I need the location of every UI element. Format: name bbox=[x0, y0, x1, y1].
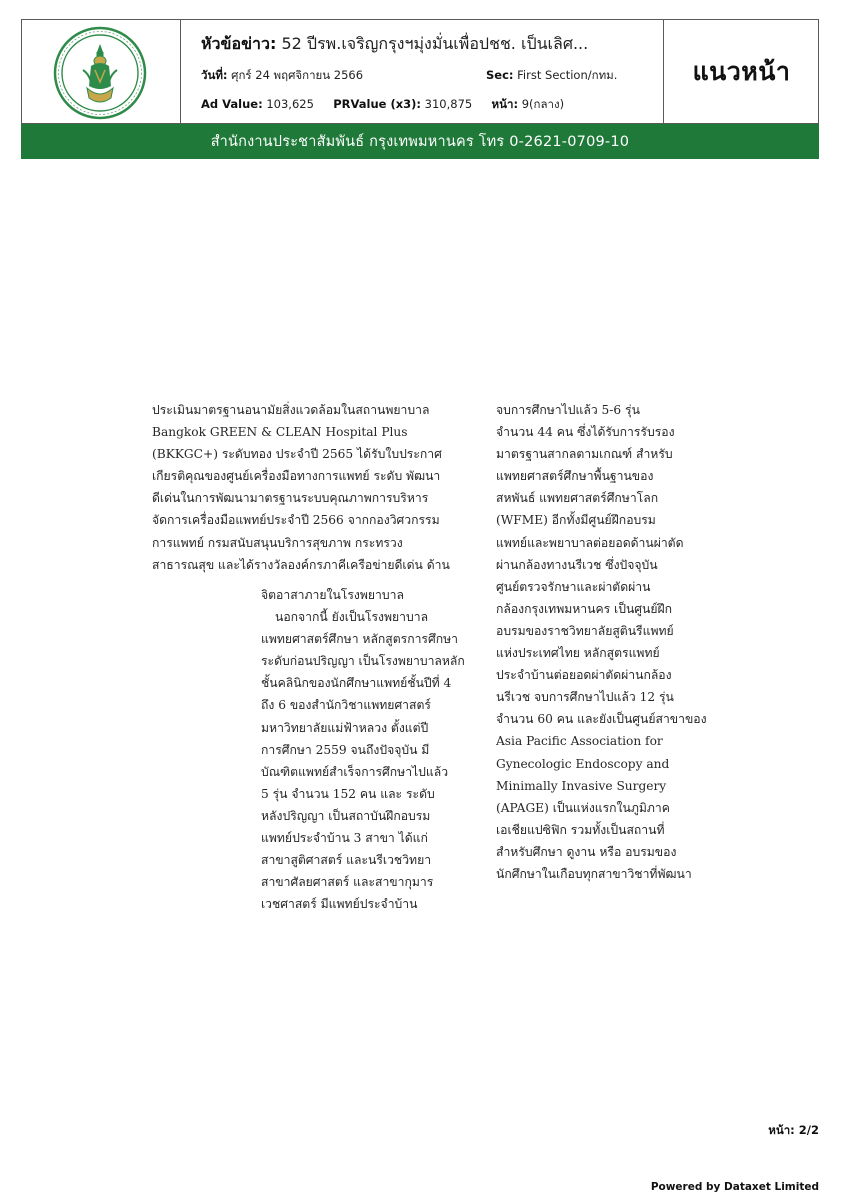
article-line: ประเมินมาตรฐานอนามัยสิ่งแวดล้อมในสถานพยาบาล bbox=[152, 403, 430, 417]
article-line: ดีเด่นในการพัฒนามาตรฐานระบบคุณภาพการบริหาร bbox=[152, 491, 429, 506]
page-label: หน้า: bbox=[491, 97, 519, 111]
article-line: (WFME) อีกทั้งมีศูนย์ฝึกอบรม bbox=[496, 513, 656, 528]
article-line: ชั้นคลินิกของนักศึกษาแพทย์ชั้นปีที่ 4 bbox=[261, 676, 452, 691]
agency-contact: สำนักงานประชาสัมพันธ์ กรุงเทพมหานคร โทร 0-2621-0709-10 bbox=[210, 134, 630, 150]
article-line: นักศึกษาในเกือบทุกสาขาวิชาที่พัฒนา bbox=[496, 866, 692, 881]
article-line: สาขาสูติศาสตร์ และนรีเวชวิทยา bbox=[261, 853, 432, 868]
clipping-info bbox=[181, 20, 663, 123]
article-line: แพทย์และพยาบาลต่อยอดด้านผ่าตัด bbox=[496, 535, 684, 550]
clipping-header bbox=[21, 19, 819, 124]
ad-value-label: Ad Value: bbox=[201, 97, 263, 111]
article-line: มหาวิทยาลัยแม่ฟ้าหลวง ตั้งแต่ปี bbox=[261, 720, 429, 735]
article-line: (BKKGC+) ระดับทอง ประจำปี 2565 ได้รับใบประกาศ bbox=[152, 447, 442, 462]
article-line: การศึกษา 2559 จนถึงปัจจุบัน มี bbox=[261, 742, 430, 757]
article-line: สาขาศัลยศาสตร์ และสาขากุมาร bbox=[261, 875, 434, 890]
article-line: 5 รุ่น จำนวน 152 คน และ ระดับ bbox=[261, 786, 435, 801]
article-line: สาธารณสุข และได้รางวัลองค์กรภาคีเครือข่ายดีเด่น ด้าน bbox=[152, 557, 450, 572]
article-line: สหพันธ์ แพทยศาสตร์ศึกษาโลก bbox=[496, 491, 659, 506]
article-line: เกียรติคุณของศูนย์เครื่องมือทางการแพทย์ ระดับ พัฒนา bbox=[152, 469, 441, 484]
section-row bbox=[486, 67, 617, 85]
article-line: หลังปริญญา เป็นสถาบันฝึกอบรม bbox=[261, 808, 431, 823]
bangkok-metropolitan-seal-icon bbox=[53, 26, 147, 120]
article-line: Asia Pacific Association for bbox=[496, 734, 663, 749]
article-line: จัดการเครื่องมือแพทย์ประจำปี 2566 จากกองวิศวกรรม bbox=[152, 513, 440, 528]
article-line: จิตอาสาภายในโรงพยาบาล bbox=[261, 588, 404, 602]
date-value: ศุกร์ 24 พฤศจิกายน 2566 bbox=[231, 68, 364, 82]
article-line: นอกจากนี้ ยังเป็นโรงพยาบาล bbox=[275, 610, 429, 625]
article-line: เวชศาสตร์ มีแพทย์ประจำบ้าน bbox=[261, 897, 418, 912]
article-line: สำหรับศึกษา ดูงาน หรือ อบรมของ bbox=[496, 844, 677, 859]
article-line: กล้องกรุงเทพมหานคร เป็นศูนย์ฝึก bbox=[496, 601, 673, 616]
article-line: ประจำบ้านต่อยอดผ่าตัดผ่านกล้อง bbox=[496, 668, 672, 683]
article-line: จำนวน 60 คน และยังเป็นศูนย์สาขาของ bbox=[496, 712, 707, 727]
headline-row bbox=[201, 32, 661, 57]
logo-cell bbox=[22, 20, 181, 123]
article-line: นรีเวช จบการศึกษาไปแล้ว 12 รุ่น bbox=[496, 690, 674, 705]
article-line: เอเชียแปซิฟิก รวมทั้งเป็นสถานที่ bbox=[496, 822, 665, 837]
article-line: มาตรฐานสากลตามเกณฑ์ สำหรับ bbox=[496, 447, 673, 462]
article-line: อบรมของราชวิทยาลัยสูตินรีแพทย์ bbox=[496, 623, 674, 638]
publication-name: แนวหน้า bbox=[692, 56, 791, 86]
article-line: ศูนย์ตรวจรักษาและผ่าตัดผ่าน bbox=[496, 579, 651, 594]
article-line: แพทย์ประจำบ้าน 3 สาขา ได้แก่ bbox=[261, 831, 428, 846]
article-line: ผ่านกล้องทางนรีเวช ซึ่งปัจจุบัน bbox=[496, 557, 658, 572]
article-line: (APAGE) เป็นแห่งแรกในภูมิภาค bbox=[496, 800, 670, 815]
article-line: แพทยศาสตร์ศึกษา หลักสูตรการศึกษา bbox=[261, 632, 458, 647]
headline-label: หัวข้อข่าว: bbox=[201, 34, 277, 53]
article-line: แห่งประเทศไทย หลักสูตรแพทย์ bbox=[496, 646, 660, 661]
article-column-b bbox=[261, 584, 479, 915]
article-line: ระดับก่อนปริญญา เป็นโรงพยาบาลหลัก bbox=[261, 654, 465, 669]
article-line: แพทยศาสตร์ศึกษาพื้นฐานของ bbox=[496, 469, 654, 484]
article-line: บัณฑิตแพทย์สำเร็จการศึกษาไปแล้ว bbox=[261, 764, 449, 779]
page-indicator: หน้า: 2/2 bbox=[768, 1123, 819, 1137]
ad-value: 103,625 bbox=[266, 97, 314, 111]
section-value: First Section/กทม. bbox=[517, 68, 618, 82]
article-line: Minimally Invasive Surgery bbox=[496, 778, 667, 793]
article-line: การแพทย์ กรมสนับสนุนบริการสุขภาพ กระทรวง bbox=[152, 535, 403, 550]
pr-value: 310,875 bbox=[424, 97, 473, 111]
section-label: Sec: bbox=[486, 68, 514, 82]
agency-band bbox=[21, 124, 819, 159]
article-line: Gynecologic Endoscopy and bbox=[496, 756, 670, 771]
value-row bbox=[201, 96, 564, 114]
article-line: จบการศึกษาไปแล้ว 5-6 รุ่น bbox=[496, 403, 640, 417]
article-line: Bangkok GREEN & CLEAN Hospital Plus bbox=[152, 425, 408, 440]
date-row bbox=[201, 67, 363, 85]
article-line: จำนวน 44 คน ซึ่งได้รับการรับรอง bbox=[496, 425, 675, 440]
article-column-a bbox=[152, 399, 474, 576]
headline-text: 52 ปีรพ.เจริญกรุงฯมุ่งมั่นเพื่อปชช. เป็นเลิศ... bbox=[281, 34, 589, 53]
publication-cell bbox=[663, 20, 819, 123]
powered-by-credit: Powered by Dataxet Limited bbox=[650, 1181, 819, 1193]
pr-value-label: PRValue (x3): bbox=[333, 97, 422, 111]
page-value: 9(กลาง) bbox=[521, 97, 565, 111]
article-column-c bbox=[496, 399, 711, 885]
article-line: ถึง 6 ของสำนักวิชาแพทยศาสตร์ bbox=[261, 698, 431, 713]
date-label: วันที่: bbox=[201, 68, 228, 82]
